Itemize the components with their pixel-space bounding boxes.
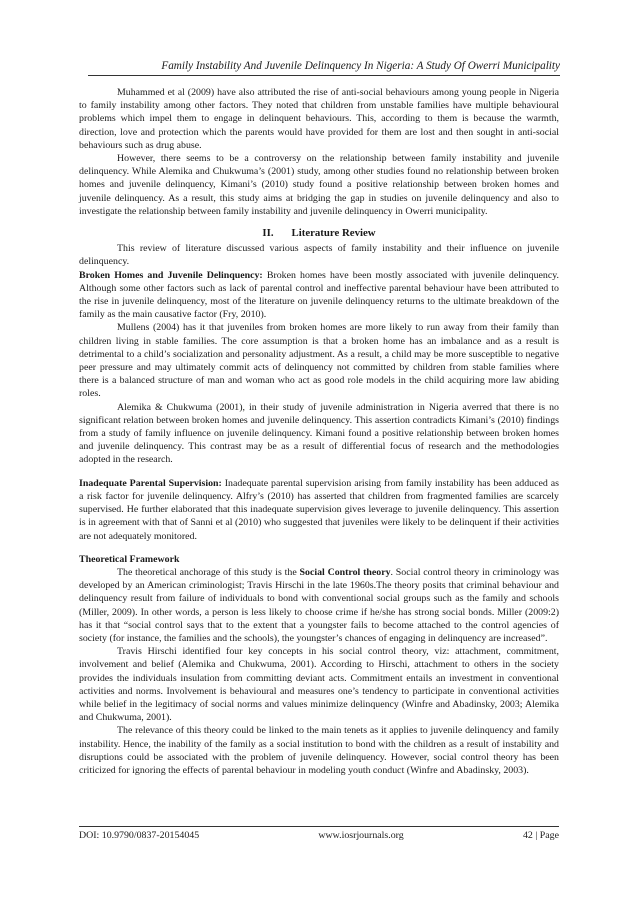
footer-website: www.iosrjournals.org [318,830,404,841]
section-title: Literature Review [291,227,376,240]
paragraph-gap [79,467,559,477]
theoretical-framework-paragraph-2: Travis Hirschi identified four key concepts in his social control theory, viz: attachment, commitment, involvement and belief (Alemika and Chukwuma, 2001). According to Hirschi, attachment to others in the society provides the individuals insulation from committing deviant acts. Commitment entails an investment in conventional activities and norms. Involvement is behavioural and measures one’s tendency to participate in conventional activities while belief in the legitimacy of social norms and values minimize delinquency (Winfre and Abadinsky, 2003; Alemika and Chukwuma, 2001). [79,646,559,724]
page-content [79,86,559,777]
social-control-theory-term: Social Control theory [299,566,391,578]
theoretical-framework-paragraph-3: The relevance of this theory could be linked to the main tenets as it applies to juvenile delinquency and family instability. Hence, the inability of the family as a social institution to bond with the children as a result of instability and disruptions could be associated with the problem of juvenile delinquency. However, social control theory has been criticized for ignoring the effects of parental behaviour in modeling youth conduct (Winfre and Abadinsky, 2003). [79,725,559,776]
broken-homes-paragraph-2: Mullens (2004) has it that juveniles from broken homes are more likely to run away from their family than children living in stable families. The core assumption is that a broken home has an imbalance and as a result is detrimental to a child’s socialization and personality adjustment. As a result, a child may be more susceptible to negative peer pressure and may ultimately commit acts of delinquency not committed by children from stable families where there is a balanced structure of man and woman who act as good role models in the child acquiring more law abiding roles. [79,322,559,400]
running-header: Family Instability And Juvenile Delinquency In Nigeria: A Study Of Owerri Municipality [88,60,560,76]
literature-intro-paragraph: This review of literature discussed various aspects of family instability and their influence on juvenile delinquency. [79,243,559,268]
intro-paragraph-1: Muhammed et al (2009) have also attributed the rise of anti-social behaviours among young people in Nigeria to family instability among other factors. They noted that children from unstable families have multiple behavioural problems which impel them to engage in delinquent behaviours. This, according to them is because the warmth, direction, love and protection which the parents would have provided for them are lost and then sought in anti-social behaviours such as drug abuse. [79,87,559,151]
intro-paragraph-2: However, there seems to be a controversy on the relationship between family instability and juvenile delinquency. While Alemika and Chukwuma’s (2001) study, among other studies found no relationship between broken homes and juvenile delinquency, Kimani’s (2010) study found a positive relationship between broken homes and juvenile delinquency. As a result, this study aims at bridging the gap in studies on juvenile delinquency and also to investigate the relationship between family instability and juvenile delinquency in Owerri municipality. [79,153,559,217]
parental-supervision-label: Inadequate Parental Supervision: [79,477,222,489]
theoretical-framework-paragraph-1 [79,566,559,645]
theoretical-framework-heading: Theoretical Framework [79,553,180,565]
footer-page-number: 42 | Page [522,830,559,841]
section-heading-literature-review [79,227,559,240]
section-number: II. [262,227,274,240]
tf-text-before: The theoretical anchorage of this study is the [117,566,300,578]
broken-homes-paragraph-3: Alemika & Chukwuma (2001), in their study of juvenile administration in Nigeria averred that there is no significant relation between broken homes and juvenile delinquency. This assertion contradicts Kimani’s (2010) findings from a study of family influence on juvenile delinquency. Kimani found a positive relationship between broken homes and juvenile delinquency. This contrast may be as a result of differential focus of research and the methodologies adopted in the research. [79,401,559,466]
paragraph-gap [79,543,559,553]
broken-homes-paragraph-1 [79,269,559,322]
parental-supervision-text: Inadequate parental supervision arising from family instability has been adduced as a risk factor for juvenile delinquency. Alfry’s (2010) has asserted that children from fragmented families are scarcely supervised. He further elaborated that this inadequate supervision gives leverage to juvenile delinquency. This assertion is in agreement with that of Sanni et al (2010) who suggested that juveniles were likely to be delinquent if their activities are not adequately monitored. [79,477,559,542]
page-footer [79,826,559,841]
tf-text-after: . Social control theory in criminology was developed by an American criminologist; Travis Hirschi in the late 1960s.The theory posits that criminal behaviour and delinquency result from failure of individuals to bond with conventional social groups such as the family and schools (Miller, 2009). In other words, a person is less likely to choose crime if he/she has strong social bonds. Miller (2009:2) has it that “social control says that to the extent that a youngster fails to become attached to the control agencies of society (for instance, the families and the schools), the youngster’s chances of engaging in delinquency are increased”. [79,566,559,644]
broken-homes-label: Broken Homes and Juvenile Delinquency: [79,269,263,281]
broken-homes-text: Broken homes have been mostly associated with juvenile delinquency. Although some other factors such as lack of parental control and ineffective parental behaviour have been attributed to the rise in juvenile delinquency, most of the literature on juvenile delinquency returns to the ultimate breakdown of the family as the main causative factor (Fry, 2010). [79,269,559,321]
parental-supervision-paragraph [79,477,559,543]
footer-doi: DOI: 10.9790/0837-20154045 [79,830,200,841]
